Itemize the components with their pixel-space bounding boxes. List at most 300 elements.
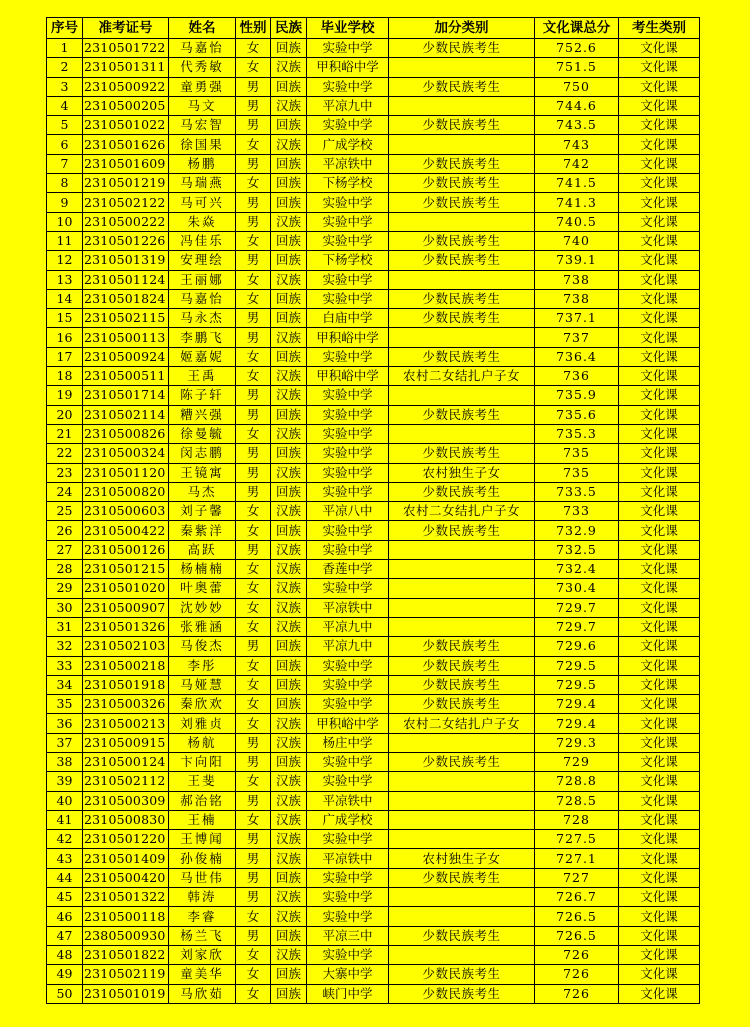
cell-school: 实验中学 bbox=[307, 116, 389, 135]
cell-category: 文化课 bbox=[619, 289, 700, 308]
cell-bonus bbox=[389, 328, 535, 347]
cell-index: 5 bbox=[47, 116, 83, 135]
cell-name: 刘家欣 bbox=[169, 945, 236, 964]
cell-school: 实验中学 bbox=[307, 675, 389, 694]
cell-index: 14 bbox=[47, 289, 83, 308]
cell-ethnicity: 回族 bbox=[271, 39, 307, 58]
cell-gender: 女 bbox=[236, 367, 271, 386]
cell-ethnicity: 回族 bbox=[271, 174, 307, 193]
cell-gender: 女 bbox=[236, 289, 271, 308]
cell-gender: 女 bbox=[236, 579, 271, 598]
cell-school: 实验中学 bbox=[307, 270, 389, 289]
cell-name: 马娅慧 bbox=[169, 675, 236, 694]
cell-index: 43 bbox=[47, 849, 83, 868]
cell-index: 26 bbox=[47, 521, 83, 540]
cell-bonus: 少数民族考生 bbox=[389, 174, 535, 193]
table-row bbox=[47, 945, 700, 964]
cell-score: 729.4 bbox=[535, 714, 619, 733]
col-header-bonus: 加分类别 bbox=[389, 18, 535, 39]
cell-school: 平凉八中 bbox=[307, 502, 389, 521]
cell-school: 实验中学 bbox=[307, 386, 389, 405]
cell-category: 文化课 bbox=[619, 617, 700, 636]
table-row bbox=[47, 96, 700, 115]
cell-category: 文化课 bbox=[619, 752, 700, 771]
cell-index: 12 bbox=[47, 251, 83, 270]
cell-bonus bbox=[389, 617, 535, 636]
table-row bbox=[47, 965, 700, 984]
cell-category: 文化课 bbox=[619, 560, 700, 579]
cell-category: 文化课 bbox=[619, 212, 700, 231]
cell-category: 文化课 bbox=[619, 251, 700, 270]
table-row bbox=[47, 58, 700, 77]
cell-score: 727 bbox=[535, 868, 619, 887]
table-row bbox=[47, 579, 700, 598]
cell-bonus: 少数民族考生 bbox=[389, 695, 535, 714]
cell-category: 文化课 bbox=[619, 174, 700, 193]
cell-gender: 男 bbox=[236, 328, 271, 347]
cell-category: 文化课 bbox=[619, 656, 700, 675]
cell-index: 6 bbox=[47, 135, 83, 154]
cell-name: 徐国果 bbox=[169, 135, 236, 154]
cell-name: 童美华 bbox=[169, 965, 236, 984]
cell-ethnicity: 汉族 bbox=[271, 212, 307, 231]
cell-ethnicity: 回族 bbox=[271, 154, 307, 173]
table-row bbox=[47, 560, 700, 579]
cell-name: 姬嘉妮 bbox=[169, 347, 236, 366]
table-row bbox=[47, 405, 700, 424]
cell-gender: 男 bbox=[236, 193, 271, 212]
cell-score: 729.7 bbox=[535, 598, 619, 617]
cell-school: 平凉九中 bbox=[307, 637, 389, 656]
table-row bbox=[47, 849, 700, 868]
cell-ethnicity: 回族 bbox=[271, 984, 307, 1003]
cell-index: 7 bbox=[47, 154, 83, 173]
table-row bbox=[47, 309, 700, 328]
cell-ethnicity: 汉族 bbox=[271, 579, 307, 598]
cell-ticket: 2310500907 bbox=[83, 598, 169, 617]
cell-score: 728 bbox=[535, 810, 619, 829]
cell-bonus bbox=[389, 270, 535, 289]
cell-ethnicity: 回族 bbox=[271, 965, 307, 984]
cell-ticket: 2310501609 bbox=[83, 154, 169, 173]
cell-bonus: 少数民族考生 bbox=[389, 926, 535, 945]
table-row bbox=[47, 251, 700, 270]
cell-school: 实验中学 bbox=[307, 212, 389, 231]
cell-ethnicity: 汉族 bbox=[271, 540, 307, 559]
cell-category: 文化课 bbox=[619, 579, 700, 598]
cell-ticket: 2310501120 bbox=[83, 463, 169, 482]
table-row bbox=[47, 984, 700, 1003]
cell-ticket: 2310500124 bbox=[83, 752, 169, 771]
cell-category: 文化课 bbox=[619, 386, 700, 405]
cell-category: 文化课 bbox=[619, 907, 700, 926]
table-row bbox=[47, 926, 700, 945]
cell-score: 739.1 bbox=[535, 251, 619, 270]
cell-gender: 男 bbox=[236, 791, 271, 810]
cell-gender: 女 bbox=[236, 617, 271, 636]
cell-category: 文化课 bbox=[619, 675, 700, 694]
cell-school: 广成学校 bbox=[307, 810, 389, 829]
cell-index: 20 bbox=[47, 405, 83, 424]
cell-bonus: 少数民族考生 bbox=[389, 251, 535, 270]
table-row bbox=[47, 695, 700, 714]
cell-name: 叶奥蕾 bbox=[169, 579, 236, 598]
cell-score: 726 bbox=[535, 984, 619, 1003]
cell-score: 738 bbox=[535, 270, 619, 289]
cell-school: 实验中学 bbox=[307, 752, 389, 771]
cell-gender: 男 bbox=[236, 154, 271, 173]
cell-ticket: 2310500113 bbox=[83, 328, 169, 347]
cell-ticket: 2310501215 bbox=[83, 560, 169, 579]
table-row bbox=[47, 328, 700, 347]
cell-score: 730.4 bbox=[535, 579, 619, 598]
table-row bbox=[47, 637, 700, 656]
col-header-school: 毕业学校 bbox=[307, 18, 389, 39]
cell-score: 743 bbox=[535, 135, 619, 154]
cell-bonus bbox=[389, 135, 535, 154]
cell-ticket: 2310502112 bbox=[83, 772, 169, 791]
cell-index: 29 bbox=[47, 579, 83, 598]
cell-score: 736.4 bbox=[535, 347, 619, 366]
cell-index: 41 bbox=[47, 810, 83, 829]
cell-score: 729.7 bbox=[535, 617, 619, 636]
cell-gender: 男 bbox=[236, 868, 271, 887]
cell-bonus bbox=[389, 810, 535, 829]
cell-gender: 男 bbox=[236, 830, 271, 849]
cell-bonus: 农村独生子女 bbox=[389, 463, 535, 482]
cell-index: 39 bbox=[47, 772, 83, 791]
cell-school: 实验中学 bbox=[307, 77, 389, 96]
cell-index: 3 bbox=[47, 77, 83, 96]
cell-index: 40 bbox=[47, 791, 83, 810]
cell-gender: 男 bbox=[236, 251, 271, 270]
cell-category: 文化课 bbox=[619, 39, 700, 58]
cell-bonus bbox=[389, 598, 535, 617]
cell-index: 2 bbox=[47, 58, 83, 77]
cell-gender: 女 bbox=[236, 714, 271, 733]
cell-index: 10 bbox=[47, 212, 83, 231]
cell-category: 文化课 bbox=[619, 714, 700, 733]
cell-school: 大寨中学 bbox=[307, 965, 389, 984]
cell-ethnicity: 回族 bbox=[271, 926, 307, 945]
cell-bonus bbox=[389, 945, 535, 964]
cell-score: 727.5 bbox=[535, 830, 619, 849]
cell-gender: 男 bbox=[236, 637, 271, 656]
cell-name: 王丽娜 bbox=[169, 270, 236, 289]
cell-category: 文化课 bbox=[619, 96, 700, 115]
cell-ticket: 2310501124 bbox=[83, 270, 169, 289]
cell-score: 729.4 bbox=[535, 695, 619, 714]
cell-gender: 女 bbox=[236, 424, 271, 443]
cell-bonus: 少数民族考生 bbox=[389, 231, 535, 250]
cell-index: 27 bbox=[47, 540, 83, 559]
cell-category: 文化课 bbox=[619, 482, 700, 501]
cell-ticket: 2310500915 bbox=[83, 733, 169, 752]
cell-gender: 男 bbox=[236, 77, 271, 96]
cell-school: 下杨学校 bbox=[307, 251, 389, 270]
cell-index: 30 bbox=[47, 598, 83, 617]
cell-gender: 男 bbox=[236, 96, 271, 115]
cell-school: 峡门中学 bbox=[307, 984, 389, 1003]
cell-bonus: 农村二女结扎户子女 bbox=[389, 367, 535, 386]
cell-index: 19 bbox=[47, 386, 83, 405]
cell-name: 徐曼毓 bbox=[169, 424, 236, 443]
cell-school: 实验中学 bbox=[307, 482, 389, 501]
cell-gender: 男 bbox=[236, 386, 271, 405]
cell-ethnicity: 汉族 bbox=[271, 714, 307, 733]
cell-school: 实验中学 bbox=[307, 830, 389, 849]
table-row bbox=[47, 752, 700, 771]
cell-score: 732.9 bbox=[535, 521, 619, 540]
cell-score: 733.5 bbox=[535, 482, 619, 501]
cell-category: 文化课 bbox=[619, 405, 700, 424]
table-row bbox=[47, 463, 700, 482]
cell-gender: 女 bbox=[236, 598, 271, 617]
cell-ticket: 2310500422 bbox=[83, 521, 169, 540]
cell-index: 38 bbox=[47, 752, 83, 771]
cell-ethnicity: 汉族 bbox=[271, 598, 307, 617]
cell-bonus: 农村二女结扎户子女 bbox=[389, 714, 535, 733]
cell-score: 729.5 bbox=[535, 656, 619, 675]
cell-score: 735 bbox=[535, 463, 619, 482]
cell-ethnicity: 汉族 bbox=[271, 502, 307, 521]
score-sheet bbox=[46, 17, 700, 1004]
cell-bonus: 少数民族考生 bbox=[389, 39, 535, 58]
cell-bonus bbox=[389, 96, 535, 115]
cell-gender: 女 bbox=[236, 907, 271, 926]
cell-bonus: 少数民族考生 bbox=[389, 289, 535, 308]
cell-category: 文化课 bbox=[619, 347, 700, 366]
table-row bbox=[47, 714, 700, 733]
cell-ethnicity: 汉族 bbox=[271, 58, 307, 77]
cell-gender: 男 bbox=[236, 752, 271, 771]
cell-ticket: 2310500820 bbox=[83, 482, 169, 501]
cell-index: 42 bbox=[47, 830, 83, 849]
cell-ticket: 2310501722 bbox=[83, 39, 169, 58]
table-row bbox=[47, 482, 700, 501]
table-row bbox=[47, 617, 700, 636]
cell-school: 平凉九中 bbox=[307, 96, 389, 115]
cell-category: 文化课 bbox=[619, 58, 700, 77]
cell-gender: 女 bbox=[236, 174, 271, 193]
cell-gender: 男 bbox=[236, 463, 271, 482]
cell-bonus bbox=[389, 560, 535, 579]
cell-ethnicity: 回族 bbox=[271, 405, 307, 424]
cell-school: 平凉铁中 bbox=[307, 154, 389, 173]
cell-bonus: 少数民族考生 bbox=[389, 521, 535, 540]
cell-index: 33 bbox=[47, 656, 83, 675]
cell-name: 马世伟 bbox=[169, 868, 236, 887]
cell-gender: 男 bbox=[236, 888, 271, 907]
cell-school: 广成学校 bbox=[307, 135, 389, 154]
cell-school: 实验中学 bbox=[307, 39, 389, 58]
cell-category: 文化课 bbox=[619, 116, 700, 135]
cell-category: 文化课 bbox=[619, 135, 700, 154]
cell-gender: 男 bbox=[236, 212, 271, 231]
table-row bbox=[47, 289, 700, 308]
cell-school: 实验中学 bbox=[307, 289, 389, 308]
cell-category: 文化课 bbox=[619, 945, 700, 964]
cell-gender: 女 bbox=[236, 810, 271, 829]
cell-ticket: 2310500603 bbox=[83, 502, 169, 521]
cell-score: 737 bbox=[535, 328, 619, 347]
cell-gender: 男 bbox=[236, 482, 271, 501]
table-row bbox=[47, 502, 700, 521]
cell-gender: 女 bbox=[236, 270, 271, 289]
cell-index: 21 bbox=[47, 424, 83, 443]
cell-gender: 男 bbox=[236, 444, 271, 463]
table-row bbox=[47, 424, 700, 443]
cell-school: 平凉九中 bbox=[307, 617, 389, 636]
cell-score: 726.5 bbox=[535, 926, 619, 945]
cell-index: 18 bbox=[47, 367, 83, 386]
cell-name: 杨兰飞 bbox=[169, 926, 236, 945]
cell-ticket: 2310500511 bbox=[83, 367, 169, 386]
cell-school: 实验中学 bbox=[307, 540, 389, 559]
cell-ethnicity: 回族 bbox=[271, 868, 307, 887]
cell-name: 刘子馨 bbox=[169, 502, 236, 521]
cell-score: 728.8 bbox=[535, 772, 619, 791]
cell-ticket: 2310501824 bbox=[83, 289, 169, 308]
cell-ticket: 2310501322 bbox=[83, 888, 169, 907]
cell-name: 马嘉怡 bbox=[169, 289, 236, 308]
cell-bonus bbox=[389, 888, 535, 907]
cell-ethnicity: 回族 bbox=[271, 309, 307, 328]
cell-score: 729.3 bbox=[535, 733, 619, 752]
cell-school: 甲积峪中学 bbox=[307, 714, 389, 733]
cell-category: 文化课 bbox=[619, 77, 700, 96]
cell-ethnicity: 汉族 bbox=[271, 810, 307, 829]
cell-ticket: 2310501019 bbox=[83, 984, 169, 1003]
cell-index: 45 bbox=[47, 888, 83, 907]
cell-ticket: 2310500326 bbox=[83, 695, 169, 714]
col-header-ethnicity: 民族 bbox=[271, 18, 307, 39]
cell-index: 22 bbox=[47, 444, 83, 463]
cell-bonus: 少数民族考生 bbox=[389, 309, 535, 328]
cell-score: 729 bbox=[535, 752, 619, 771]
cell-ticket: 2310500420 bbox=[83, 868, 169, 887]
table-row bbox=[47, 540, 700, 559]
cell-score: 735.9 bbox=[535, 386, 619, 405]
cell-bonus bbox=[389, 540, 535, 559]
table-row bbox=[47, 830, 700, 849]
cell-category: 文化课 bbox=[619, 772, 700, 791]
cell-name: 刘雅贞 bbox=[169, 714, 236, 733]
cell-name: 马文 bbox=[169, 96, 236, 115]
col-header-name: 姓名 bbox=[169, 18, 236, 39]
table-row bbox=[47, 791, 700, 810]
cell-index: 50 bbox=[47, 984, 83, 1003]
cell-name: 马嘉怡 bbox=[169, 39, 236, 58]
cell-ethnicity: 回族 bbox=[271, 289, 307, 308]
cell-school: 平凉铁中 bbox=[307, 849, 389, 868]
cell-ethnicity: 汉族 bbox=[271, 945, 307, 964]
cell-school: 实验中学 bbox=[307, 656, 389, 675]
cell-bonus: 少数民族考生 bbox=[389, 154, 535, 173]
cell-score: 733 bbox=[535, 502, 619, 521]
cell-school: 甲积峪中学 bbox=[307, 58, 389, 77]
table-row bbox=[47, 656, 700, 675]
cell-ethnicity: 汉族 bbox=[271, 96, 307, 115]
cell-ticket: 2310501918 bbox=[83, 675, 169, 694]
cell-ethnicity: 回族 bbox=[271, 637, 307, 656]
cell-name: 代秀敏 bbox=[169, 58, 236, 77]
cell-index: 31 bbox=[47, 617, 83, 636]
cell-score: 744.6 bbox=[535, 96, 619, 115]
cell-name: 郝治铭 bbox=[169, 791, 236, 810]
cell-school: 平凉三中 bbox=[307, 926, 389, 945]
cell-gender: 男 bbox=[236, 540, 271, 559]
cell-score: 726.5 bbox=[535, 907, 619, 926]
cell-gender: 女 bbox=[236, 656, 271, 675]
cell-score: 752.6 bbox=[535, 39, 619, 58]
cell-ticket: 2380500930 bbox=[83, 926, 169, 945]
cell-gender: 女 bbox=[236, 560, 271, 579]
cell-score: 737.1 bbox=[535, 309, 619, 328]
cell-score: 732.4 bbox=[535, 560, 619, 579]
cell-school: 杨庄中学 bbox=[307, 733, 389, 752]
cell-ticket: 2310500126 bbox=[83, 540, 169, 559]
cell-name: 孙俊楠 bbox=[169, 849, 236, 868]
cell-index: 13 bbox=[47, 270, 83, 289]
cell-gender: 女 bbox=[236, 772, 271, 791]
cell-bonus: 少数民族考生 bbox=[389, 405, 535, 424]
cell-bonus: 少数民族考生 bbox=[389, 482, 535, 501]
cell-name: 杨航 bbox=[169, 733, 236, 752]
cell-score: 741.3 bbox=[535, 193, 619, 212]
cell-gender: 男 bbox=[236, 116, 271, 135]
cell-score: 740.5 bbox=[535, 212, 619, 231]
cell-ethnicity: 回族 bbox=[271, 482, 307, 501]
cell-name: 王禹 bbox=[169, 367, 236, 386]
cell-ticket: 2310501326 bbox=[83, 617, 169, 636]
table-row bbox=[47, 810, 700, 829]
cell-bonus bbox=[389, 58, 535, 77]
cell-name: 马可兴 bbox=[169, 193, 236, 212]
cell-gender: 女 bbox=[236, 58, 271, 77]
table-row bbox=[47, 193, 700, 212]
cell-name: 李彤 bbox=[169, 656, 236, 675]
cell-bonus: 少数民族考生 bbox=[389, 965, 535, 984]
table-row bbox=[47, 772, 700, 791]
cell-ticket: 2310500205 bbox=[83, 96, 169, 115]
cell-gender: 女 bbox=[236, 945, 271, 964]
cell-school: 实验中学 bbox=[307, 579, 389, 598]
cell-gender: 女 bbox=[236, 675, 271, 694]
table-row bbox=[47, 135, 700, 154]
cell-ethnicity: 汉族 bbox=[271, 328, 307, 347]
cell-index: 15 bbox=[47, 309, 83, 328]
cell-ticket: 2310500222 bbox=[83, 212, 169, 231]
table-row bbox=[47, 347, 700, 366]
cell-ticket: 2310501020 bbox=[83, 579, 169, 598]
cell-ethnicity: 回族 bbox=[271, 675, 307, 694]
cell-ethnicity: 汉族 bbox=[271, 560, 307, 579]
cell-index: 4 bbox=[47, 96, 83, 115]
cell-bonus: 少数民族考生 bbox=[389, 77, 535, 96]
cell-name: 陈子轩 bbox=[169, 386, 236, 405]
cell-name: 王镜寓 bbox=[169, 463, 236, 482]
cell-ethnicity: 汉族 bbox=[271, 367, 307, 386]
cell-category: 文化课 bbox=[619, 309, 700, 328]
cell-ethnicity: 汉族 bbox=[271, 772, 307, 791]
cell-ticket: 2310501219 bbox=[83, 174, 169, 193]
cell-ticket: 2310501022 bbox=[83, 116, 169, 135]
table-row bbox=[47, 675, 700, 694]
cell-ticket: 2310501409 bbox=[83, 849, 169, 868]
cell-school: 甲积峪中学 bbox=[307, 367, 389, 386]
cell-name: 卞向阳 bbox=[169, 752, 236, 771]
